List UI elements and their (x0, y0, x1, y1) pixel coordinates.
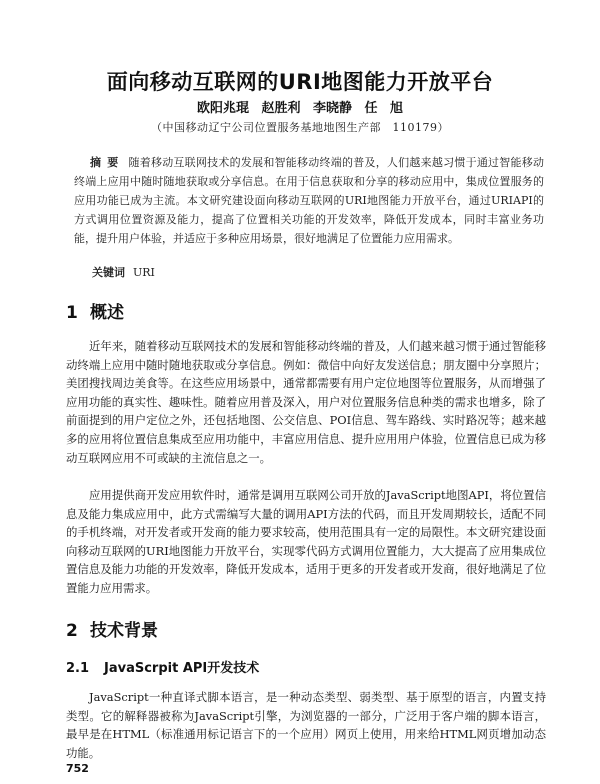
abstract-label: 摘要 (90, 156, 125, 169)
subsection-number: 2.1 (66, 661, 90, 676)
keywords-label: 关键词 (92, 266, 125, 279)
subsection-title: JavaScrpit API开发技术 (104, 661, 260, 676)
section-heading (66, 298, 124, 323)
subsection-heading (66, 657, 259, 676)
section-number: 2 (66, 621, 78, 641)
section-heading (66, 616, 158, 641)
paper-title: 面向移动互联网的URI地图能力开放平台 (106, 70, 494, 94)
paragraph: JavaScript一种直译式脚本语言，是一种动态类型、弱类型、基于原型的语言，内置支持类型。它的解释器被称为JavaScript引擎，为浏览器的一部分，广泛用于客户端的脚本语言，最早是在HTML（标准通用标记语言下的一个应用）网页上使用，用来给HTML网页增加动态功能。 (66, 690, 546, 760)
section-number: 1 (66, 303, 78, 323)
abstract-text: 随着移动互联网技术的发展和智能移动终端的普及，人们越来越习惯于通过智能移动终端上应用中随时随地获取或分享信息。在用于信息获取和分享的移动应用中，集成位置服务的应用功能已成为主流。本文研究建设面向移动互联网的URI地图能力开放平台，通过URIAPI的方式调用位置资源及能力，提高了位置相关功能的开发效率，降低开发成本，同时丰富业务功能，提升用户体验，并适应于多种应用场景，很好地满足了位置能力应用需求。 (74, 156, 545, 245)
section-title: 技术背景 (90, 621, 158, 641)
keywords-value: URI (133, 266, 155, 279)
affiliation: （中国移动辽宁公司位置服务基地地图生产部 110179） (151, 121, 449, 134)
paragraph: 应用提供商开发应用软件时，通常是调用互联网公司开放的JavaScript地图API，将位置信息及能力集成应用中，此方式需编写大量的调用API方法的代码，而且开发周期较长，适配不同的手机终端，对开发者或开发商的能力要求较高，使用范围具有一定的局限性。本文研究建设面向移动互联网的URI地图能力开放平台，实现零代码方式调用位置能力，大大提高了应用集成位置信息及能力功能的开发效率，降低开发成本，适用于更多的开发者或开发商，很好地满足了位置能力应用需求。 (66, 488, 546, 595)
section-title: 概述 (90, 303, 124, 323)
keywords (92, 264, 155, 280)
page-number: 752 (66, 762, 89, 775)
abstract (74, 153, 544, 248)
author-list: 欧阳兆琨 赵胜利 李晓静 任 旭 (196, 101, 404, 116)
paragraph: 近年来，随着移动互联网技术的发展和智能移动终端的普及，人们越来越习惯于通过智能移动终端上应用中随时随地获取或分享信息。例如：微信中向好友发送信息；朋友圈中分享照片；美团搜找周边美食等。在这些应用场景中，通常都需要有用户定位地图等位置服务，从而增强了应用功能的真实性、趣味性。随着应用普及深入，用户对位置服务信息种类的需求也增多，除了前面提到的用户定位之外，还包括地图、公交信息、POI信息、驾车路线、实时路况等；越来越多的应用将位置信息集成至应用功能中，丰富应用信息、提升应用用户体验，位置信息已成为移动互联网应用不可或缺的主流信息之一。 (66, 339, 546, 465)
